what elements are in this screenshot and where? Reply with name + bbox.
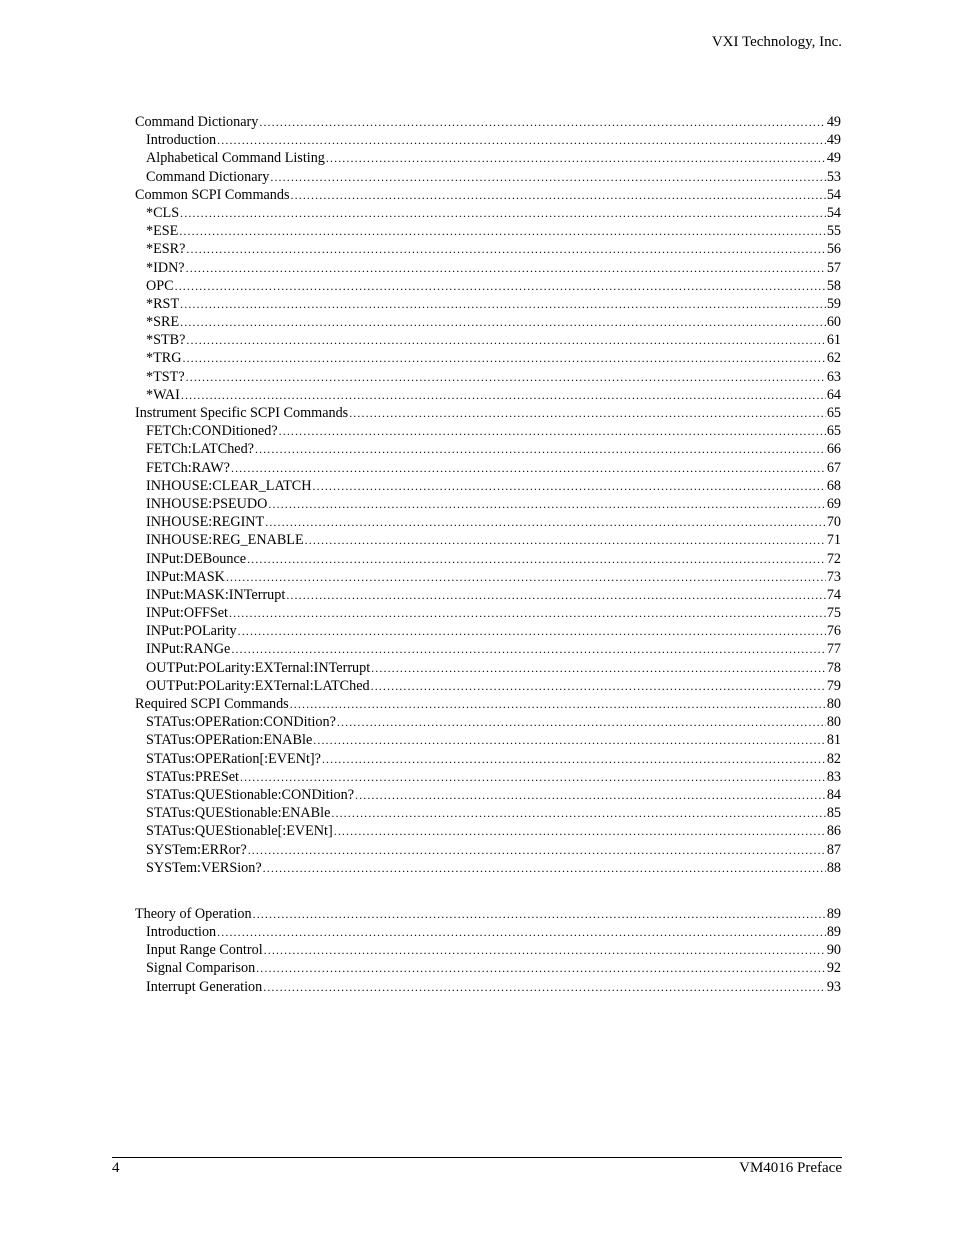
toc-entry-section[interactable] [135, 295, 841, 313]
toc-dot-leader [290, 695, 826, 713]
toc-entry-label: INHOUSE:REG_ENABLE [146, 532, 304, 549]
toc-dot-leader [326, 149, 826, 167]
toc-entry-label: Introduction [146, 132, 217, 149]
toc-entry-page-number: 83 [826, 768, 841, 785]
toc-entry-section[interactable] [135, 713, 841, 731]
toc-entry-section[interactable] [135, 349, 841, 367]
toc-entry-page-number: 63 [826, 368, 841, 385]
toc-dot-leader [231, 640, 825, 658]
toc-entry-section[interactable] [135, 477, 841, 495]
toc-entry-label: STATus:QUEStionable[:EVENt] [146, 823, 333, 840]
table-of-contents [135, 113, 841, 996]
toc-dot-leader [231, 459, 826, 477]
toc-entry-page-number: 65 [826, 405, 841, 421]
toc-entry-page-number: 75 [826, 605, 841, 622]
toc-entry-label: Command Dictionary [135, 114, 259, 130]
toc-dot-leader [268, 495, 825, 513]
toc-entry-page-number: 54 [826, 204, 841, 221]
toc-entry-page-number: 86 [826, 823, 841, 840]
toc-entry-page-number: 68 [826, 477, 841, 494]
toc-entry-page-number: 70 [826, 514, 841, 531]
toc-entry-page-number: 92 [826, 960, 841, 977]
toc-entry-label: STATus:OPERation[:EVENt]? [146, 750, 321, 767]
toc-entry-page-number: 82 [826, 750, 841, 767]
toc-dot-leader [186, 240, 825, 258]
toc-entry-page-number: 72 [826, 550, 841, 567]
toc-entry-page-number: 74 [826, 586, 841, 603]
toc-entry-section[interactable] [135, 586, 841, 604]
toc-entry-page-number: 73 [826, 568, 841, 585]
toc-entry-section[interactable] [135, 841, 841, 859]
toc-entry-section[interactable] [135, 422, 841, 440]
toc-entry-chapter[interactable] [135, 186, 841, 204]
toc-dot-leader [253, 905, 826, 923]
toc-dot-leader [291, 186, 826, 204]
toc-dot-leader [313, 731, 826, 749]
toc-dot-leader [180, 204, 826, 222]
toc-entry-section[interactable] [135, 495, 841, 513]
toc-dot-leader [313, 477, 826, 495]
toc-entry-section[interactable] [135, 731, 841, 749]
toc-entry-page-number: 61 [826, 332, 841, 349]
toc-dot-leader [179, 222, 825, 240]
toc-entry-section[interactable] [135, 959, 841, 977]
toc-entry-page-number: 90 [826, 942, 841, 959]
toc-entry-label: *WAI [146, 386, 180, 403]
toc-entry-section[interactable] [135, 386, 841, 404]
toc-entry-label: INPut:DEBounce [146, 550, 247, 567]
toc-dot-leader [182, 349, 825, 367]
toc-entry-chapter[interactable] [135, 404, 841, 422]
toc-dot-leader [238, 622, 826, 640]
toc-entry-section[interactable] [135, 923, 841, 941]
toc-entry-page-number: 84 [826, 786, 841, 803]
toc-entry-section[interactable] [135, 941, 841, 959]
toc-dot-leader [186, 259, 826, 277]
toc-entry-section[interactable] [135, 131, 841, 149]
toc-entry-page-number: 67 [826, 459, 841, 476]
toc-entry-label: INPut:RANGe [146, 641, 231, 658]
toc-section-gap [135, 877, 841, 905]
toc-entry-chapter[interactable] [135, 905, 841, 923]
toc-entry-label: SYSTem:ERRor? [146, 841, 247, 858]
toc-dot-leader [186, 368, 826, 386]
toc-entry-label: INPut:OFFSet [146, 605, 228, 622]
toc-dot-leader [180, 295, 826, 313]
toc-entry-section[interactable] [135, 822, 841, 840]
toc-entry-section[interactable] [135, 168, 841, 186]
toc-entry-section[interactable] [135, 531, 841, 549]
toc-entry-section[interactable] [135, 677, 841, 695]
toc-entry-page-number: 89 [826, 905, 841, 922]
toc-entry-label: Interrupt Generation [146, 978, 263, 995]
toc-entry-page-number: 79 [826, 677, 841, 694]
toc-entry-page-number: 60 [826, 314, 841, 331]
toc-entry-label: OPC [146, 277, 174, 294]
toc-entry-label: STATus:PRESet [146, 768, 239, 785]
toc-dot-leader [265, 513, 826, 531]
toc-dot-leader [270, 168, 825, 186]
footer-page-number: 4 [112, 1160, 120, 1176]
toc-entry-page-number: 78 [826, 659, 841, 676]
toc-entry-section[interactable] [135, 859, 841, 877]
toc-entry-section[interactable] [135, 640, 841, 658]
toc-dot-leader [331, 804, 825, 822]
toc-entry-page-number: 62 [826, 350, 841, 367]
toc-entry-label: Input Range Control [146, 942, 263, 959]
toc-dot-leader [355, 786, 826, 804]
toc-entry-label: STATus:QUEStionable:ENABle [146, 805, 331, 822]
toc-entry-label: *RST [146, 295, 180, 312]
toc-dot-leader [240, 768, 826, 786]
toc-entry-label: Alphabetical Command Listing [146, 150, 325, 167]
toc-entry-page-number: 85 [826, 805, 841, 822]
toc-entry-page-number: 65 [826, 423, 841, 440]
toc-dot-leader [217, 131, 826, 149]
toc-entry-label: Introduction [146, 924, 217, 941]
toc-entry-page-number: 56 [826, 241, 841, 258]
toc-entry-label: *STB? [146, 332, 186, 349]
toc-entry-label: *SRE [146, 314, 180, 331]
toc-dot-leader [255, 440, 826, 458]
toc-entry-label: Theory of Operation [135, 905, 252, 922]
toc-entry-page-number: 77 [826, 641, 841, 658]
toc-entry-page-number: 54 [826, 186, 841, 203]
toc-entry-section[interactable] [135, 786, 841, 804]
toc-dot-leader [334, 822, 826, 840]
toc-dot-leader [248, 841, 826, 859]
toc-dot-leader [349, 404, 826, 422]
toc-entry-section[interactable] [135, 222, 841, 240]
toc-entry-chapter[interactable] [135, 695, 841, 713]
toc-entry-section[interactable] [135, 204, 841, 222]
toc-entry-chapter[interactable] [135, 113, 841, 131]
toc-entry-label: FETCh:CONDitioned? [146, 423, 278, 440]
toc-entry-label: Signal Comparison [146, 960, 256, 977]
toc-entry-section[interactable] [135, 804, 841, 822]
toc-dot-leader [217, 923, 826, 941]
toc-entry-label: *TST? [146, 368, 185, 385]
toc-entry-section[interactable] [135, 368, 841, 386]
toc-entry-page-number: 66 [826, 441, 841, 458]
toc-dot-leader [279, 422, 826, 440]
toc-entry-label: SYSTem:VERSion? [146, 859, 262, 876]
toc-entry-page-number: 49 [826, 114, 841, 130]
toc-dot-leader [226, 568, 826, 586]
toc-entry-label: Command Dictionary [146, 168, 270, 185]
toc-dot-leader [247, 550, 826, 568]
toc-entry-label: OUTPut:POLarity:EXTernal:INTerrupt [146, 659, 371, 676]
footer-rule [112, 1157, 842, 1158]
toc-entry-section[interactable] [135, 331, 841, 349]
toc-entry-section[interactable] [135, 622, 841, 640]
toc-entry-section[interactable] [135, 513, 841, 531]
toc-dot-leader [371, 659, 826, 677]
toc-entry-section[interactable] [135, 568, 841, 586]
toc-entry-page-number: 57 [826, 259, 841, 276]
toc-entry-page-number: 64 [826, 386, 841, 403]
toc-dot-leader [181, 386, 826, 404]
toc-entry-section[interactable] [135, 550, 841, 568]
toc-entry-label: STATus:QUEStionable:CONDition? [146, 786, 355, 803]
toc-entry-section[interactable] [135, 259, 841, 277]
toc-entry-section[interactable] [135, 277, 841, 295]
toc-entry-label: FETCh:RAW? [146, 459, 230, 476]
toc-entry-page-number: 80 [826, 714, 841, 731]
toc-entry-page-number: 55 [826, 223, 841, 240]
toc-entry-section[interactable] [135, 750, 841, 768]
toc-entry-label: Required SCPI Commands [135, 696, 289, 712]
toc-entry-label: INHOUSE:PSEUDO [146, 495, 268, 512]
toc-entry-page-number: 49 [826, 150, 841, 167]
running-header-company: VXI Technology, Inc. [711, 34, 842, 50]
toc-entry-label: Common SCPI Commands [135, 186, 290, 203]
toc-entry-page-number: 93 [826, 978, 841, 995]
toc-dot-leader [256, 959, 826, 977]
toc-dot-leader [286, 586, 826, 604]
toc-entry-label: *TRG [146, 350, 182, 367]
toc-dot-leader [180, 313, 826, 331]
toc-entry-page-number: 71 [826, 532, 841, 549]
toc-dot-leader [264, 941, 826, 959]
toc-dot-leader [263, 859, 826, 877]
toc-dot-leader [305, 531, 826, 549]
toc-entry-page-number: 69 [826, 495, 841, 512]
toc-dot-leader [175, 277, 826, 295]
toc-dot-leader [337, 713, 826, 731]
toc-entry-page-number: 76 [826, 623, 841, 640]
toc-entry-label: *ESR? [146, 241, 186, 258]
toc-entry-section[interactable] [135, 440, 841, 458]
toc-entry-page-number: 81 [826, 732, 841, 749]
toc-entry-page-number: 87 [826, 841, 841, 858]
toc-entry-label: INPut:MASK [146, 568, 225, 585]
toc-entry-label: INHOUSE:CLEAR_LATCH [146, 477, 312, 494]
toc-dot-leader [259, 113, 825, 131]
toc-entry-page-number: 89 [826, 924, 841, 941]
toc-entry-page-number: 80 [826, 696, 841, 712]
footer-doc-title: VM4016 Preface [739, 1160, 842, 1176]
toc-entry-label: OUTPut:POLarity:EXTernal:LATChed [146, 677, 370, 694]
toc-dot-leader [263, 978, 826, 996]
toc-entry-label: Instrument Specific SCPI Commands [135, 405, 349, 421]
toc-entry-section[interactable] [135, 768, 841, 786]
toc-dot-leader [229, 604, 826, 622]
toc-entry-section[interactable] [135, 149, 841, 167]
toc-dot-leader [322, 750, 826, 768]
toc-entry-label: *ESE [146, 223, 179, 240]
toc-entry-label: INPut:POLarity [146, 623, 237, 640]
toc-entry-section[interactable] [135, 240, 841, 258]
toc-entry-label: *CLS [146, 204, 180, 221]
toc-entry-label: INHOUSE:REGINT [146, 514, 265, 531]
toc-entry-label: FETCh:LATChed? [146, 441, 254, 458]
toc-entry-label: STATus:OPERation:CONDition? [146, 714, 336, 731]
toc-entry-label: *IDN? [146, 259, 185, 276]
toc-entry-page-number: 53 [826, 168, 841, 185]
toc-entry-label: STATus:OPERation:ENABle [146, 732, 313, 749]
toc-entry-section[interactable] [135, 459, 841, 477]
toc-entry-section[interactable] [135, 604, 841, 622]
toc-entry-page-number: 58 [826, 277, 841, 294]
toc-entry-label: INPut:MASK:INTerrupt [146, 586, 286, 603]
toc-entry-page-number: 59 [826, 295, 841, 312]
toc-entry-section[interactable] [135, 313, 841, 331]
toc-dot-leader [186, 331, 825, 349]
toc-dot-leader [371, 677, 826, 695]
toc-entry-page-number: 88 [826, 859, 841, 876]
toc-entry-section[interactable] [135, 659, 841, 677]
toc-entry-page-number: 49 [826, 132, 841, 149]
toc-entry-section[interactable] [135, 978, 841, 996]
